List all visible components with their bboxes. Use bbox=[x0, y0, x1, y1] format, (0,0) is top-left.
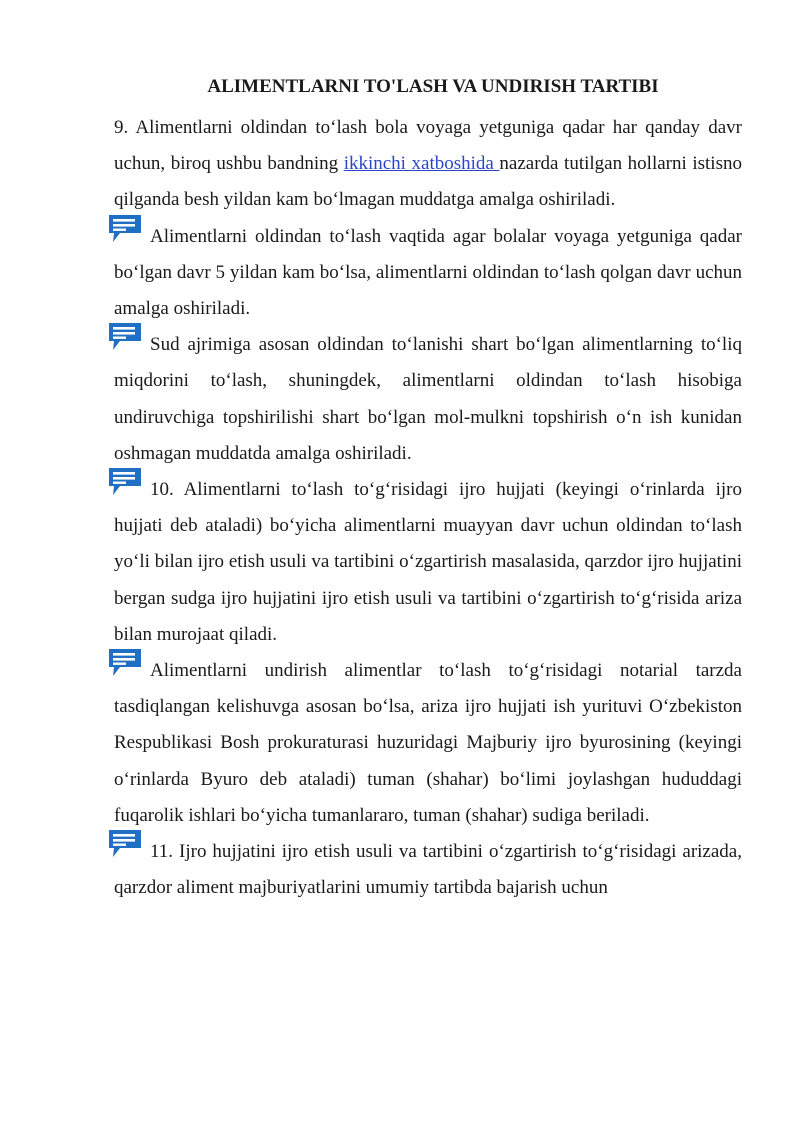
comment-icon[interactable] bbox=[106, 321, 144, 353]
paragraph-1 bbox=[114, 110, 742, 219]
paragraph-4 bbox=[114, 472, 742, 653]
paragraph-2-text: Alimentlarni oldindan to‘lash vaqtida agar bolalar voyaga yetguniga qadar bo‘lgan davr 5 yildan kam bo‘lsa, alimentlarni oldindan to‘lash qolgan davr uchun amalga oshiriladi. bbox=[114, 225, 742, 320]
paragraph-3-text: Sud ajrimiga asosan oldindan to‘lanishi shart bo‘lgan alimentlarning to‘liq miqdorini to‘lash, shuningdek, alimentlarni oldindan to‘lash hisobiga undiruvchiga topshirilishi shart bo‘lgan mol-mulkni topshirish o‘n ish kunidan oshmagan muddatda amalga oshiriladi. bbox=[114, 334, 742, 464]
comment-icon[interactable] bbox=[106, 466, 144, 498]
paragraph-5-text: Alimentlarni undirish alimentlar to‘lash to‘g‘risidagi notarial tarzda tasdiqlangan kelishuvga asosan bo‘lsa, ariza ijro hujjati ish yurituvi O‘zbekiston Respublikasi Bosh prokuraturasi huzuridagi Majburiy ijro byurosining (keyingi o‘rinlarda Byuro deb ataladi) tuman (shahar) bo‘limi joylashgan hududdagi fuqarolik ishlari bo‘yicha tumanlararo, tuman (shahar) sudiga beriladi. bbox=[114, 660, 742, 826]
comment-icon[interactable] bbox=[106, 647, 144, 679]
document-title: ALIMENTLARNI TO'LASH VA UNDIRISH TARTIBI bbox=[207, 76, 659, 97]
paragraph-4-text: 10. Alimentlarni to‘lash to‘g‘risidagi ijro hujjati (keyingi o‘rinlarda ijro hujjati deb ataladi) bo‘yicha alimentlarni muayyan davr uchun oldindan to‘lash yo‘li bilan ijro etish usuli va tartibini o‘zgartirish masalasida, qarzdor ijro hujjatini bergan sudga ijro hujjatini ijro etish usuli va tartibini o‘zgartirish to‘g‘risida ariza bilan murojaat qiladi. bbox=[114, 479, 742, 645]
paragraph-reference-link[interactable]: ikkinchi xatboshida bbox=[343, 153, 500, 175]
comment-icon[interactable] bbox=[106, 213, 144, 245]
paragraph-1-text-b: nazarda tutilgan hollarni istisno qilganda besh yildan kam bo‘lmagan muddatga amalga oshiriladi. bbox=[114, 153, 742, 211]
paragraph-1-text-a: 9. Alimentlarni oldindan to‘lash bola voyaga yetguniga qadar har qanday davr uchun, biroq ushbu bandning bbox=[114, 117, 742, 175]
paragraph-5 bbox=[114, 653, 742, 834]
paragraph-2 bbox=[114, 219, 742, 328]
comment-icon[interactable] bbox=[106, 828, 144, 860]
paragraph-6-text: 11. Ijro hujjatini ijro etish usuli va tartibini o‘zgartirish to‘g‘risidagi arizada, qarzdor aliment majburiyatlarini umumiy tartibda bajarish uchun bbox=[114, 841, 742, 899]
paragraph-6 bbox=[114, 834, 742, 906]
paragraph-3 bbox=[114, 327, 742, 472]
